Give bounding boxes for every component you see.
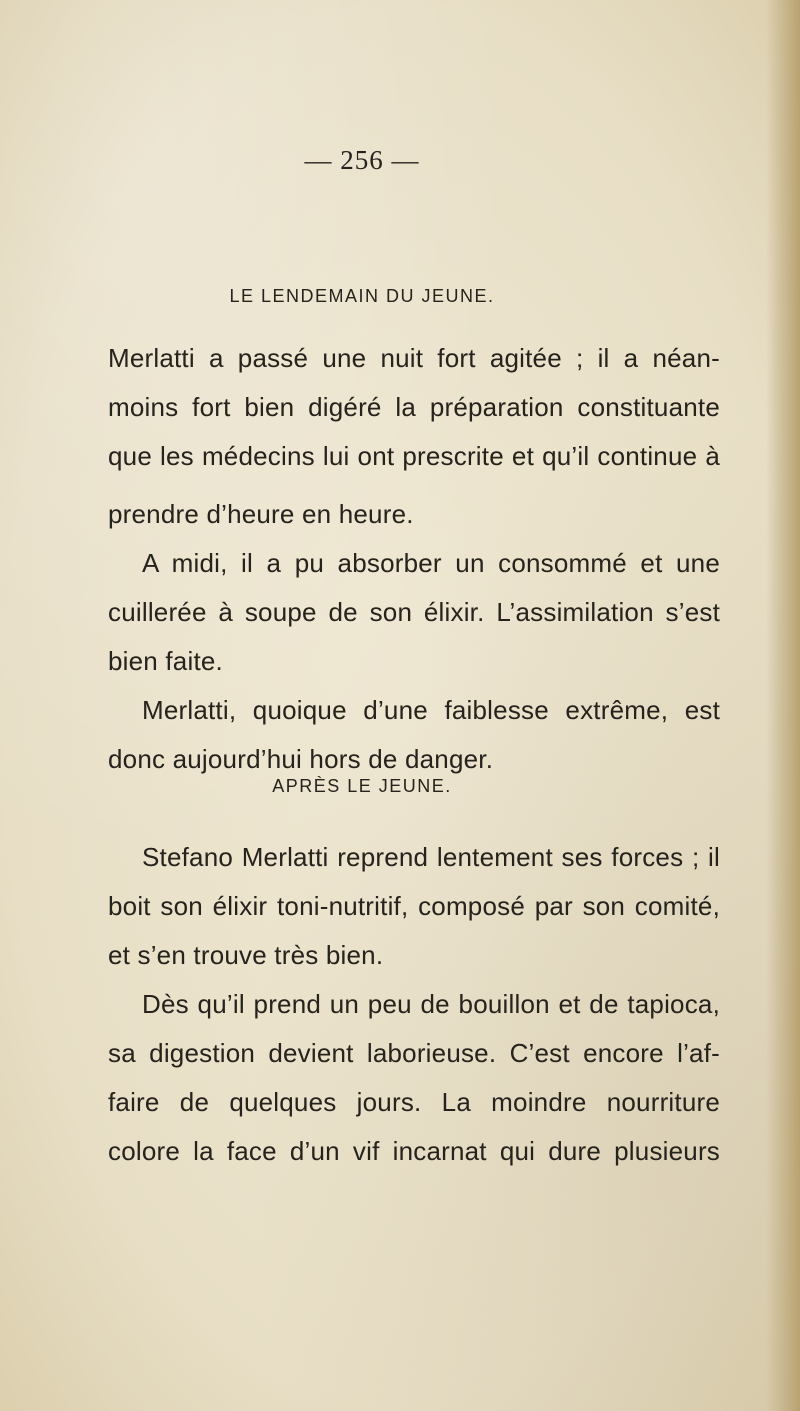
paragraph-line: colore la face d’un vif incarnat qui dure plusieurs	[108, 1136, 720, 1166]
paragraph-line: cuillerée à soupe de son élixir. L’assimilation s’est	[108, 597, 720, 627]
page-number: — 256 —	[304, 145, 420, 175]
paragraph-line: faire de quelques jours. La moindre nourriture	[108, 1087, 720, 1117]
paragraph-line: Merlatti a passé une nuit fort agitée ; il a néan-	[108, 343, 720, 373]
paragraph-line: et s’en trouve très bien.	[108, 940, 384, 970]
paragraph-line: boit son élixir toni-nutritif, composé par son comité,	[108, 891, 720, 921]
section-heading-lendemain: LE LENDEMAIN DU JEUNE.	[229, 286, 495, 306]
paragraph-line: Merlatti, quoique d’une faiblesse extrême, est	[142, 695, 720, 725]
paragraph-line: bien faite.	[108, 646, 223, 676]
paragraph-line: prendre d’heure en heure.	[108, 499, 414, 529]
paragraph-line: que les médecins lui ont prescrite et qu’il continue à	[108, 441, 720, 471]
paragraph-line: A midi, il a pu absorber un consommé et une	[142, 548, 720, 578]
section-heading-apres: APRÈS LE JEUNE.	[272, 776, 452, 796]
paragraph-line: donc aujourd’hui hors de danger.	[108, 744, 494, 774]
paragraph-line: sa digestion devient laborieuse. C’est encore l’af-	[108, 1038, 720, 1068]
paragraph-line: Stefano Merlatti reprend lentement ses forces ; il	[142, 842, 720, 872]
paragraph-line: moins fort bien digéré la préparation constituante	[108, 392, 720, 422]
page-edge-shadow	[766, 0, 800, 1411]
paragraph-line: Dès qu’il prend un peu de bouillon et de tapioca,	[142, 989, 720, 1019]
